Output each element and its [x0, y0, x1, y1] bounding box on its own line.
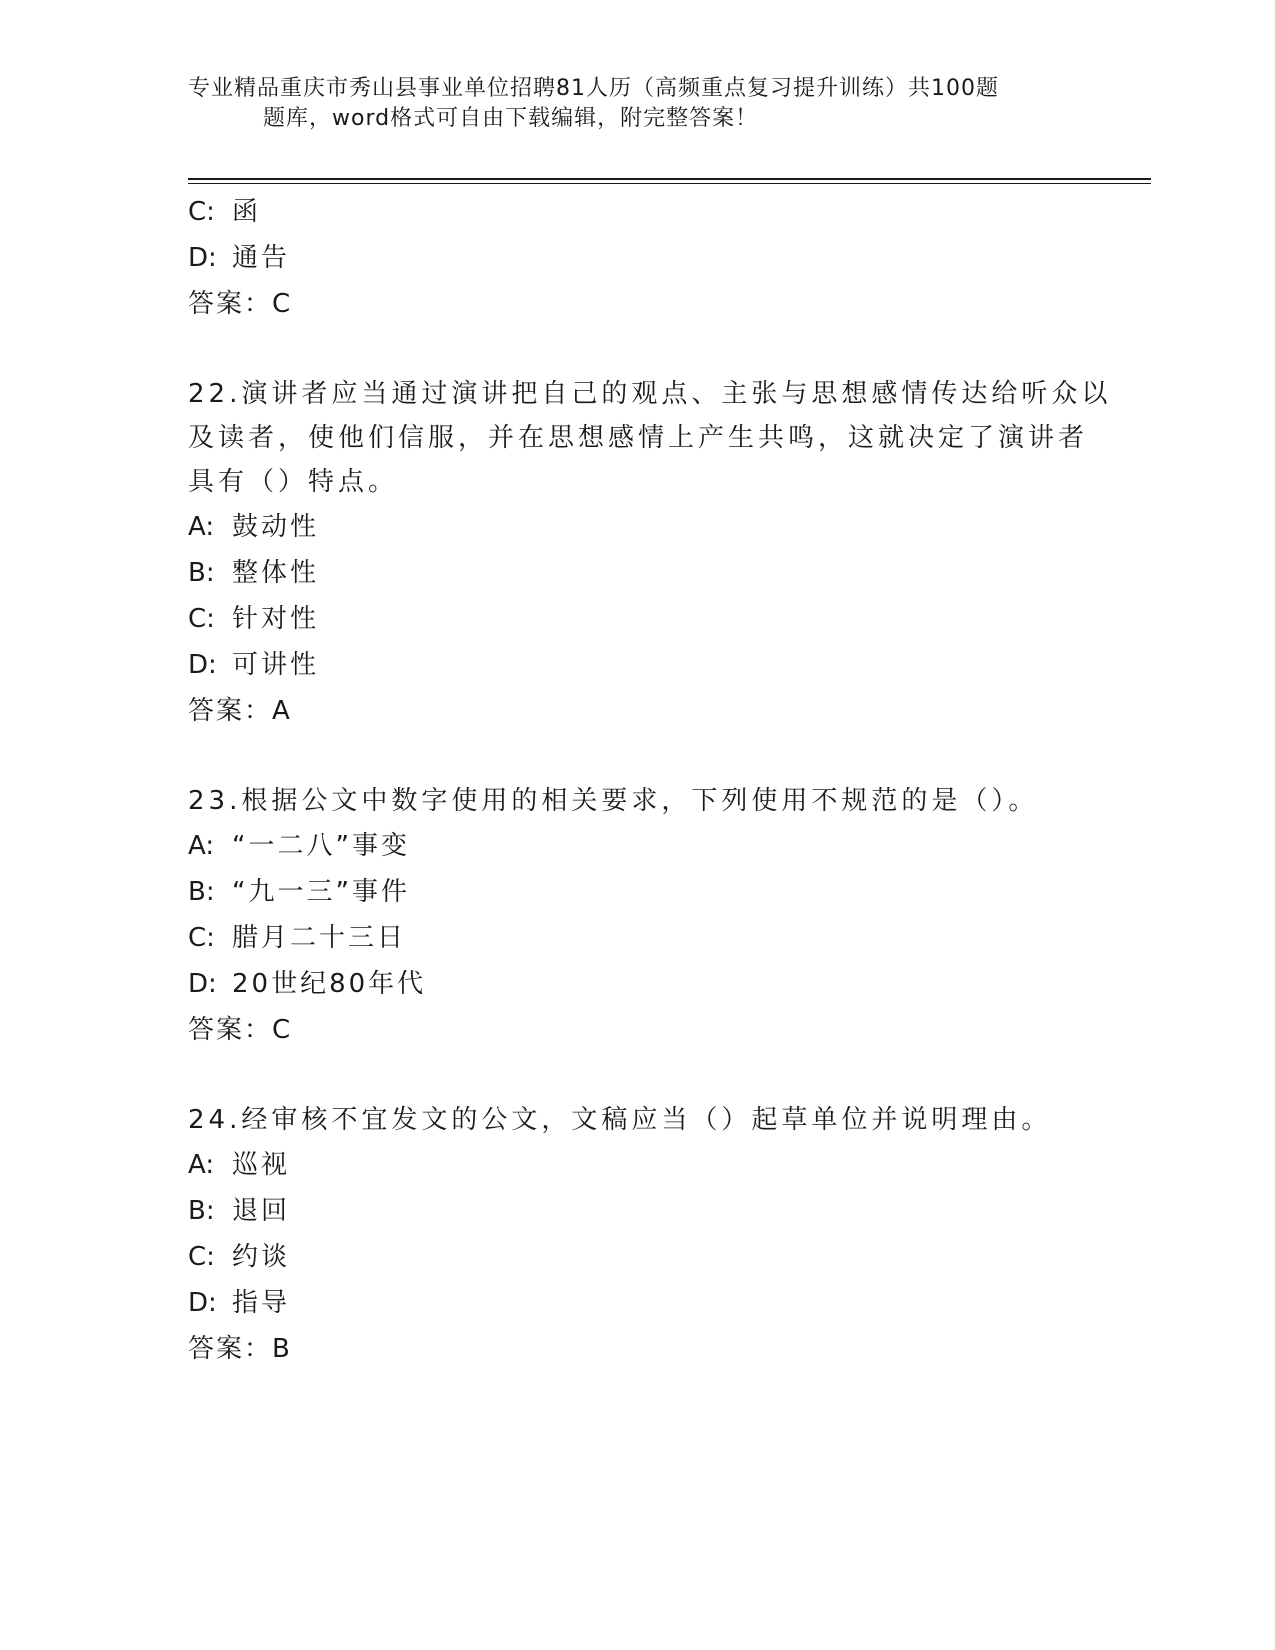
option-line [188, 642, 1088, 688]
header-line-1: 专业精品重庆市秀山县事业单位招聘81人历（高频重点复习提升训练）共100题 [188, 76, 999, 101]
option-text: 退回 [232, 1196, 291, 1226]
option-text: 通告 [232, 243, 291, 273]
question-21-tail [188, 189, 1088, 327]
option-text: 整体性 [232, 558, 320, 588]
option-line [188, 235, 1088, 281]
question-23 [188, 779, 1088, 1053]
answer-label: 答案： [188, 696, 273, 726]
answer-line [188, 1007, 1088, 1053]
option-key: C: [188, 1242, 215, 1272]
question-spacer [188, 327, 1088, 372]
option-key: C: [188, 923, 215, 953]
question-stem-line: 22.演讲者应当通过演讲把自己的观点、主张与思想感情传达给听众以 [188, 379, 1112, 409]
option-line [188, 189, 1088, 235]
option-key: B: [188, 1196, 215, 1226]
option-text: 20世纪80年代 [232, 969, 427, 999]
option-line [188, 869, 1088, 915]
header-divider-thick [188, 178, 1151, 180]
answer-line [188, 1326, 1088, 1372]
option-text: 巡视 [232, 1150, 291, 1180]
answer-label: 答案： [188, 1015, 273, 1045]
option-line [188, 550, 1088, 596]
answer-line [188, 281, 1088, 327]
question-stem-line: 具有（）特点。 [188, 467, 399, 497]
document-header [188, 74, 1068, 134]
option-key: B: [188, 558, 215, 588]
answer-value: C [272, 1015, 294, 1045]
option-line [188, 596, 1088, 642]
answer-line [188, 688, 1088, 734]
option-key: A: [188, 512, 215, 542]
option-text: 约谈 [232, 1242, 291, 1272]
answer-value: C [272, 289, 294, 319]
option-key: A: [188, 831, 215, 861]
option-key: C: [188, 604, 215, 634]
option-key: D: [188, 243, 217, 273]
option-key: D: [188, 969, 217, 999]
question-stem-line: 23.根据公文中数字使用的相关要求，下列使用不规范的是（）。 [188, 786, 1039, 816]
question-22 [188, 372, 1112, 734]
option-line [188, 961, 1088, 1007]
option-text: “一二八”事变 [232, 831, 410, 861]
answer-value: A [272, 696, 293, 726]
answer-label: 答案： [188, 289, 273, 319]
answer-label: 答案： [188, 1334, 273, 1364]
header-divider-thin [188, 183, 1151, 184]
answer-value: B [272, 1334, 293, 1364]
option-line [188, 823, 1088, 869]
option-text: “九一三”事件 [232, 877, 410, 907]
option-text: 指导 [232, 1288, 291, 1318]
question-stem-line: 及读者，使他们信服，并在思想感情上产生共鸣，这就决定了演讲者 [188, 423, 1089, 453]
option-text: 腊月二十三日 [232, 923, 407, 953]
option-line [188, 1188, 1088, 1234]
header-line-2: 题库，word格式可自由下载编辑，附完整答案！ [263, 106, 759, 131]
option-key: D: [188, 650, 217, 680]
option-line [188, 504, 1088, 550]
question-stem-line: 24.经审核不宜发文的公文，文稿应当（）起草单位并说明理由。 [188, 1105, 1052, 1135]
option-key: A: [188, 1150, 215, 1180]
question-spacer [188, 1053, 1088, 1098]
question-spacer [188, 734, 1088, 779]
option-line [188, 915, 1088, 961]
option-text: 鼓动性 [232, 512, 320, 542]
option-key: B: [188, 877, 215, 907]
option-key: C: [188, 197, 215, 227]
option-text: 针对性 [232, 604, 320, 634]
option-line [188, 1142, 1088, 1188]
question-24 [188, 1098, 1088, 1372]
option-key: D: [188, 1288, 217, 1318]
question-list [188, 189, 1112, 1372]
option-text: 可讲性 [232, 650, 320, 680]
option-line [188, 1234, 1088, 1280]
option-line [188, 1280, 1088, 1326]
option-text: 函 [232, 197, 262, 227]
